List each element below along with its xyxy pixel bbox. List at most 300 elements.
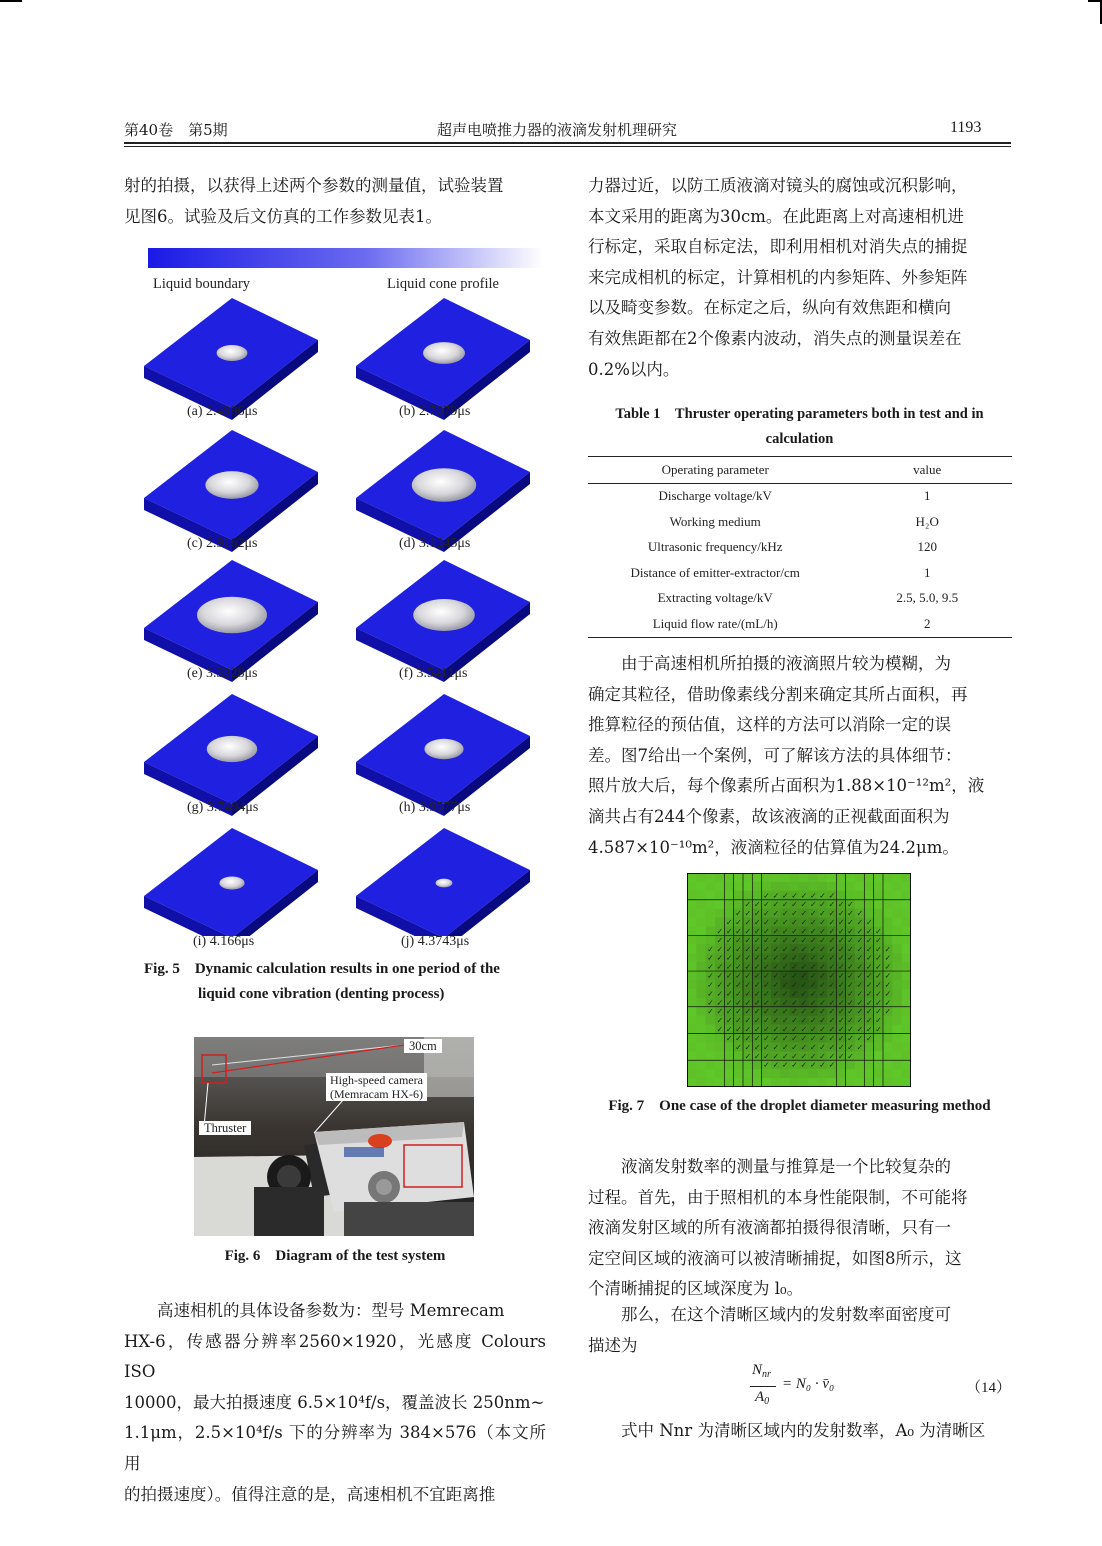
svg-text:✓: ✓ <box>753 953 761 963</box>
table-header-row <box>588 457 1012 484</box>
fig5-cone-dent <box>197 597 267 633</box>
svg-text:✓: ✓ <box>837 1042 845 1052</box>
svg-text:✓: ✓ <box>865 1016 873 1026</box>
svg-text:✓: ✓ <box>772 980 780 990</box>
table-header-cell: value <box>842 457 1012 484</box>
svg-text:✓: ✓ <box>828 918 836 927</box>
svg-text:✓: ✓ <box>772 1060 780 1070</box>
svg-text:✓: ✓ <box>781 909 789 919</box>
svg-text:✓: ✓ <box>716 1016 724 1026</box>
svg-text:✓: ✓ <box>809 909 817 919</box>
fig5-cone-dent <box>436 879 453 888</box>
svg-text:✓: ✓ <box>865 918 873 927</box>
svg-text:✓: ✓ <box>884 1007 892 1017</box>
svg-text:✓: ✓ <box>884 989 892 999</box>
fig7-caption: Fig. 7 One case of the droplet diameter measuring method <box>608 1098 991 1114</box>
svg-text:✓: ✓ <box>837 971 845 981</box>
svg-text:✓: ✓ <box>707 953 714 963</box>
svg-text:✓: ✓ <box>856 935 864 945</box>
svg-text:✓: ✓ <box>847 989 854 999</box>
svg-text:✓: ✓ <box>753 962 761 972</box>
svg-text:✓: ✓ <box>856 1025 864 1034</box>
svg-text:✓: ✓ <box>856 909 864 919</box>
fig5-panel-label: (a) 2.4996μs <box>187 404 258 419</box>
svg-text:✓: ✓ <box>763 935 770 945</box>
left-paragraph-1 <box>124 171 546 232</box>
svg-text:✓: ✓ <box>781 900 789 910</box>
svg-text:✓: ✓ <box>828 1016 836 1026</box>
svg-text:✓: ✓ <box>828 998 836 1008</box>
svg-text:✓: ✓ <box>800 935 808 945</box>
svg-text:✓: ✓ <box>856 926 864 936</box>
svg-text:✓: ✓ <box>781 944 789 954</box>
svg-text:✓: ✓ <box>716 953 724 963</box>
fig6-label-thruster: Thruster <box>199 1121 251 1135</box>
table-cell: Extracting voltage/kV <box>657 590 773 606</box>
svg-text:✓: ✓ <box>735 1042 742 1052</box>
svg-text:✓: ✓ <box>772 1033 780 1043</box>
svg-text:✓: ✓ <box>865 1025 873 1034</box>
svg-text:✓: ✓ <box>847 1051 854 1061</box>
svg-text:✓: ✓ <box>781 926 789 936</box>
svg-text:✓: ✓ <box>772 909 780 919</box>
table-cell: 2 <box>842 611 1012 637</box>
svg-text:✓: ✓ <box>772 1007 780 1017</box>
svg-text:✓: ✓ <box>763 998 770 1008</box>
svg-text:✓: ✓ <box>781 953 789 963</box>
left-paragraph-2 <box>124 1296 546 1510</box>
svg-text:✓: ✓ <box>772 998 780 1008</box>
fig5-col-header-right: Liquid cone profile <box>387 276 499 292</box>
fig5-panel-label: (f) 3.5411μs <box>399 666 468 681</box>
svg-text:✓: ✓ <box>837 900 845 910</box>
svg-text:✓: ✓ <box>763 953 770 963</box>
svg-text:✓: ✓ <box>837 944 845 954</box>
svg-text:✓: ✓ <box>781 1016 789 1026</box>
table-row <box>588 560 1012 586</box>
svg-text:✓: ✓ <box>781 971 789 981</box>
svg-text:✓: ✓ <box>847 909 854 919</box>
header-volume-issue: 第40卷 第5期 <box>124 121 228 139</box>
fig5-cone-dent <box>207 736 257 762</box>
svg-text:✓: ✓ <box>884 953 892 963</box>
svg-text:✓: ✓ <box>809 953 817 963</box>
svg-text:✓: ✓ <box>828 1051 836 1061</box>
fig5-plate-panel <box>144 694 318 816</box>
svg-text:✓: ✓ <box>847 1042 854 1052</box>
svg-text:✓: ✓ <box>744 918 752 927</box>
svg-text:✓: ✓ <box>884 971 892 981</box>
svg-text:✓: ✓ <box>800 1042 808 1052</box>
svg-text:✓: ✓ <box>875 971 882 981</box>
svg-text:✓: ✓ <box>800 1033 808 1043</box>
svg-text:✓: ✓ <box>828 1042 836 1052</box>
svg-text:✓: ✓ <box>809 891 817 901</box>
fig5-caption <box>124 957 546 1007</box>
fig5-cone-dent <box>219 876 244 889</box>
svg-text:✓: ✓ <box>875 926 882 936</box>
svg-text:✓: ✓ <box>725 1033 733 1043</box>
svg-text:✓: ✓ <box>725 998 733 1008</box>
svg-text:✓: ✓ <box>856 953 864 963</box>
svg-text:✓: ✓ <box>707 980 714 990</box>
svg-text:✓: ✓ <box>725 926 733 936</box>
svg-text:✓: ✓ <box>865 1033 873 1043</box>
table-cell: Distance of emitter-extractor/cm <box>630 564 800 580</box>
fig5-panel-label: (h) 3.9577μs <box>399 800 471 815</box>
fig5-panel-label: (e) 3.3328μs <box>187 666 258 681</box>
svg-text:✓: ✓ <box>837 918 845 927</box>
svg-text:✓: ✓ <box>865 944 873 954</box>
svg-text:✓: ✓ <box>781 1033 789 1043</box>
svg-text:✓: ✓ <box>856 918 864 927</box>
svg-text:✓: ✓ <box>800 953 808 963</box>
svg-text:✓: ✓ <box>716 944 724 954</box>
svg-text:✓: ✓ <box>809 1060 817 1070</box>
svg-text:✓: ✓ <box>707 962 714 972</box>
svg-text:✓: ✓ <box>847 998 854 1008</box>
table1-caption <box>588 402 1011 452</box>
right-paragraph-1 <box>588 171 1011 385</box>
fig5-panel-label: (g) 3.7494μs <box>187 800 259 815</box>
caption-line: calculation <box>765 431 834 447</box>
svg-text:✓: ✓ <box>744 953 752 963</box>
svg-text:✓: ✓ <box>837 926 845 936</box>
svg-text:✓: ✓ <box>828 935 836 945</box>
svg-text:✓: ✓ <box>735 953 742 963</box>
text-line: 由于高速相机所拍摄的液滴照片较为模糊，为 <box>621 654 951 673</box>
svg-text:✓: ✓ <box>809 944 817 954</box>
svg-text:✓: ✓ <box>828 1025 836 1034</box>
svg-text:✓: ✓ <box>828 909 836 919</box>
svg-text:✓: ✓ <box>809 1033 817 1043</box>
svg-text:✓: ✓ <box>707 989 714 999</box>
svg-text:✓: ✓ <box>875 1016 882 1026</box>
svg-text:✓: ✓ <box>809 998 817 1008</box>
svg-text:✓: ✓ <box>884 944 892 954</box>
svg-text:✓: ✓ <box>791 1051 798 1061</box>
svg-text:✓: ✓ <box>772 989 780 999</box>
svg-text:✓: ✓ <box>837 1007 845 1017</box>
header-title: 超声电喷推力器的液滴发射机理研究 <box>437 121 678 139</box>
svg-text:✓: ✓ <box>837 953 845 963</box>
fig5-plate-panel <box>356 298 530 420</box>
svg-text:✓: ✓ <box>735 909 742 919</box>
table-cell: Working medium <box>669 513 761 529</box>
svg-text:✓: ✓ <box>753 1007 761 1017</box>
svg-text:✓: ✓ <box>800 1060 808 1070</box>
svg-text:✓: ✓ <box>847 971 854 981</box>
svg-text:✓: ✓ <box>753 989 761 999</box>
svg-text:✓: ✓ <box>875 1007 882 1017</box>
svg-text:✓: ✓ <box>856 1042 864 1052</box>
svg-text:✓: ✓ <box>772 891 780 901</box>
text-line: 个清晰捕捉的区域深度为 l₀。 <box>588 1279 804 1299</box>
table-header-cell: Operating parameter <box>588 457 842 484</box>
svg-text:✓: ✓ <box>847 1033 854 1043</box>
text-line: 射的拍摄，以获得上述两个参数的测量值，试验装置 <box>124 176 504 195</box>
svg-text:✓: ✓ <box>753 1025 761 1034</box>
svg-text:✓: ✓ <box>763 1025 770 1034</box>
svg-text:✓: ✓ <box>819 971 826 981</box>
svg-text:✓: ✓ <box>753 998 761 1008</box>
svg-text:✓: ✓ <box>725 962 733 972</box>
svg-text:✓: ✓ <box>763 962 770 972</box>
svg-text:✓: ✓ <box>716 980 724 990</box>
fig5-plate-panel <box>144 430 318 552</box>
svg-text:✓: ✓ <box>800 962 808 972</box>
fig5-plate-panel <box>356 828 530 936</box>
svg-text:✓: ✓ <box>884 980 892 990</box>
svg-text:✓: ✓ <box>856 1007 864 1017</box>
svg-text:✓: ✓ <box>744 900 752 910</box>
svg-text:✓: ✓ <box>837 1033 845 1043</box>
svg-text:✓: ✓ <box>847 926 854 936</box>
svg-text:✓: ✓ <box>828 900 836 910</box>
svg-text:✓: ✓ <box>828 1007 836 1017</box>
svg-text:✓: ✓ <box>763 1016 770 1026</box>
svg-text:✓: ✓ <box>772 918 780 927</box>
svg-text:✓: ✓ <box>791 1033 798 1043</box>
svg-text:✓: ✓ <box>791 989 798 999</box>
text-line: 的拍摄速度）。值得注意的是，高速相机不宜距离推 <box>124 1484 496 1504</box>
fig5-colorbar <box>148 248 543 268</box>
fig5-plate-panel <box>144 298 318 420</box>
svg-text:✓: ✓ <box>856 998 864 1008</box>
svg-text:✓: ✓ <box>837 1025 845 1034</box>
svg-text:✓: ✓ <box>735 1025 742 1034</box>
header-rule-thin <box>124 146 1011 147</box>
svg-text:✓: ✓ <box>772 953 780 963</box>
svg-text:✓: ✓ <box>875 944 882 954</box>
right-paragraph-2 <box>588 649 1011 863</box>
svg-text:✓: ✓ <box>753 944 761 954</box>
svg-text:✓: ✓ <box>744 971 752 981</box>
svg-text:✓: ✓ <box>800 1025 808 1034</box>
svg-text:✓: ✓ <box>763 900 770 910</box>
fig5-cone-dent <box>217 345 248 361</box>
text-line: 4.587×10⁻¹⁰m²，液滴粒径的估算值为24.2μm。 <box>588 837 959 857</box>
table-cell: 120 <box>917 539 937 555</box>
svg-text:✓: ✓ <box>781 918 789 927</box>
svg-text:✓: ✓ <box>856 962 864 972</box>
svg-text:✓: ✓ <box>800 998 808 1008</box>
svg-text:✓: ✓ <box>781 989 789 999</box>
svg-text:✓: ✓ <box>847 1016 854 1026</box>
svg-text:✓: ✓ <box>735 935 742 945</box>
svg-text:✓: ✓ <box>744 909 752 919</box>
table-cell: Ultrasonic frequency/kHz <box>647 539 783 555</box>
svg-text:✓: ✓ <box>725 944 733 954</box>
svg-text:✓: ✓ <box>875 962 882 972</box>
svg-text:✓: ✓ <box>819 891 826 901</box>
svg-text:✓: ✓ <box>781 1042 789 1052</box>
svg-text:✓: ✓ <box>781 1025 789 1034</box>
eq-number: （14） <box>966 1380 1012 1396</box>
svg-text:✓: ✓ <box>716 1007 724 1017</box>
table-row <box>588 611 1012 637</box>
table-cell: Liquid flow rate/(mL/h) <box>588 611 842 637</box>
svg-text:✓: ✓ <box>828 989 836 999</box>
svg-text:✓: ✓ <box>744 926 752 936</box>
svg-text:✓: ✓ <box>828 1060 836 1070</box>
svg-text:✓: ✓ <box>800 1016 808 1026</box>
svg-text:✓: ✓ <box>781 891 789 901</box>
svg-text:✓: ✓ <box>763 1007 770 1017</box>
svg-text:✓: ✓ <box>865 935 873 945</box>
svg-text:✓: ✓ <box>791 1042 798 1052</box>
svg-text:✓: ✓ <box>809 900 817 910</box>
table-row <box>588 586 1012 612</box>
svg-text:✓: ✓ <box>781 1060 789 1070</box>
eq-denominator <box>755 1389 769 1407</box>
right-paragraph-3 <box>588 1152 1011 1305</box>
svg-text:✓: ✓ <box>772 926 780 936</box>
fig6-photo <box>194 1037 474 1236</box>
text-line: 来完成相机的标定，计算相机的内参矩阵、外参矩阵 <box>588 267 968 287</box>
svg-text:✓: ✓ <box>753 980 761 990</box>
svg-text:✓: ✓ <box>800 900 808 910</box>
svg-text:✓: ✓ <box>781 998 789 1008</box>
svg-text:✓: ✓ <box>828 1033 836 1043</box>
caption-line: liquid cone vibration (denting process) <box>198 986 445 1002</box>
svg-text:✓: ✓ <box>819 953 826 963</box>
svg-text:✓: ✓ <box>828 926 836 936</box>
svg-text:✓: ✓ <box>865 971 873 981</box>
svg-text:✓: ✓ <box>744 962 752 972</box>
svg-text:✓: ✓ <box>819 944 826 954</box>
svg-text:✓: ✓ <box>791 998 798 1008</box>
text-line: 定空间区域的液滴可以被清晰捕捉，如图8所示，这 <box>588 1248 962 1268</box>
svg-text:✓: ✓ <box>763 1060 770 1070</box>
svg-text:✓: ✓ <box>837 935 845 945</box>
svg-text:✓: ✓ <box>725 1016 733 1026</box>
svg-text:✓: ✓ <box>735 1007 742 1017</box>
table-row <box>588 509 1012 535</box>
svg-text:✓: ✓ <box>791 1016 798 1026</box>
svg-text:✓: ✓ <box>725 918 733 927</box>
svg-text:✓: ✓ <box>735 998 742 1008</box>
svg-text:✓: ✓ <box>763 944 770 954</box>
text-line: 0.2%以内。 <box>588 359 680 379</box>
svg-text:✓: ✓ <box>791 980 798 990</box>
svg-text:✓: ✓ <box>791 962 798 972</box>
svg-text:✓: ✓ <box>819 998 826 1008</box>
svg-text:✓: ✓ <box>809 989 817 999</box>
svg-text:✓: ✓ <box>875 935 882 945</box>
svg-text:✓: ✓ <box>837 962 845 972</box>
svg-text:✓: ✓ <box>847 935 854 945</box>
svg-text:✓: ✓ <box>763 926 770 936</box>
right-paragraph-5: 式中 Nnr 为清晰区域内的发射数率，A₀ 为清晰区 <box>621 1421 986 1440</box>
svg-text:✓: ✓ <box>707 998 714 1008</box>
eq-numerator <box>752 1362 771 1380</box>
svg-text:✓: ✓ <box>735 1016 742 1026</box>
svg-text:✓: ✓ <box>856 980 864 990</box>
text-line: 照片放大后，每个像素所占面积为1.88×10⁻¹²m²，液 <box>588 776 985 796</box>
svg-text:✓: ✓ <box>753 971 761 981</box>
fig5-panel-label: (j) 4.3743μs <box>401 934 470 949</box>
svg-text:✓: ✓ <box>763 1042 770 1052</box>
svg-text:✓: ✓ <box>837 980 845 990</box>
svg-text:✓: ✓ <box>744 998 752 1008</box>
crop-mark-top-right-h <box>1088 0 1102 2</box>
svg-text:✓: ✓ <box>791 909 798 919</box>
text-line: 行标定，采取自标定法，即利用相机对消失点的捕捉 <box>588 237 968 257</box>
svg-text:✓: ✓ <box>763 1033 770 1043</box>
fig5-plate-panel <box>144 560 318 682</box>
svg-text:✓: ✓ <box>791 1007 798 1017</box>
svg-text:✓: ✓ <box>847 962 854 972</box>
svg-text:✓: ✓ <box>781 1051 789 1061</box>
svg-text:✓: ✓ <box>716 989 724 999</box>
svg-text:✓: ✓ <box>809 1042 817 1052</box>
svg-text:✓: ✓ <box>707 1007 714 1017</box>
svg-text:✓: ✓ <box>763 1051 770 1061</box>
svg-text:✓: ✓ <box>707 944 714 954</box>
text-line: 推算粒径的预估值，这样的方法可以消除一定的误 <box>588 715 951 735</box>
svg-text:✓: ✓ <box>847 944 854 954</box>
svg-text:✓: ✓ <box>753 1016 761 1026</box>
svg-text:✓: ✓ <box>847 918 854 927</box>
fig6-label-camera-line2: (Memracam HX-6) <box>330 1087 423 1101</box>
svg-text:✓: ✓ <box>856 971 864 981</box>
svg-text:✓: ✓ <box>791 926 798 936</box>
svg-text:✓: ✓ <box>819 989 826 999</box>
fig6-label-camera-line1: High-speed camera <box>330 1073 423 1087</box>
svg-text:✓: ✓ <box>819 962 826 972</box>
svg-text:✓: ✓ <box>716 926 724 936</box>
svg-text:✓: ✓ <box>781 935 789 945</box>
eq-numerator-subscript: nr <box>762 1369 771 1380</box>
svg-text:✓: ✓ <box>800 918 808 927</box>
fig7-pixel-grid <box>687 873 911 1087</box>
svg-text:✓: ✓ <box>847 953 854 963</box>
fig6-label-camera <box>326 1073 427 1101</box>
text-line: 滴共占有244个像素，故该液滴的正视截面面积为 <box>588 806 950 826</box>
svg-text:✓: ✓ <box>725 971 733 981</box>
svg-text:✓: ✓ <box>753 1033 761 1043</box>
svg-text:✓: ✓ <box>809 962 817 972</box>
svg-text:✓: ✓ <box>819 1033 826 1043</box>
svg-text:✓: ✓ <box>744 935 752 945</box>
text-line: 以及畸变参数。在标定之后，纵向有效焦距和横向 <box>588 298 951 318</box>
caption-line: Table 1 Thruster operating parameters both in test and in <box>615 406 984 422</box>
eq-numerator-symbol: N <box>752 1362 763 1378</box>
svg-text:✓: ✓ <box>800 1007 808 1017</box>
svg-text:✓: ✓ <box>744 1033 752 1043</box>
fig5-cone-dent <box>412 468 476 501</box>
svg-text:✓: ✓ <box>865 998 873 1008</box>
svg-text:✓: ✓ <box>781 1007 789 1017</box>
svg-text:✓: ✓ <box>819 980 826 990</box>
svg-text:✓: ✓ <box>828 891 836 901</box>
eq-fraction-bar <box>750 1386 776 1387</box>
svg-text:✓: ✓ <box>819 909 826 919</box>
svg-text:✓: ✓ <box>791 953 798 963</box>
svg-text:✓: ✓ <box>809 971 817 981</box>
text-line: 力器过近，以防工质液滴对镜头的腐蚀或沉积影响， <box>588 176 968 195</box>
svg-text:✓: ✓ <box>865 989 873 999</box>
fig6-label-distance: 30cm <box>404 1039 442 1053</box>
svg-text:✓: ✓ <box>819 1016 826 1026</box>
svg-text:✓: ✓ <box>837 998 845 1008</box>
text-line: 10000，最大拍摄速度 6.5×10⁴f/s，覆盖波长 250nm~ <box>124 1392 545 1412</box>
svg-text:✓: ✓ <box>828 980 836 990</box>
table-row <box>588 535 1012 561</box>
text-line: 那么，在这个清晰区域内的发射数率面密度可 <box>621 1305 951 1324</box>
svg-text:✓: ✓ <box>800 891 808 901</box>
